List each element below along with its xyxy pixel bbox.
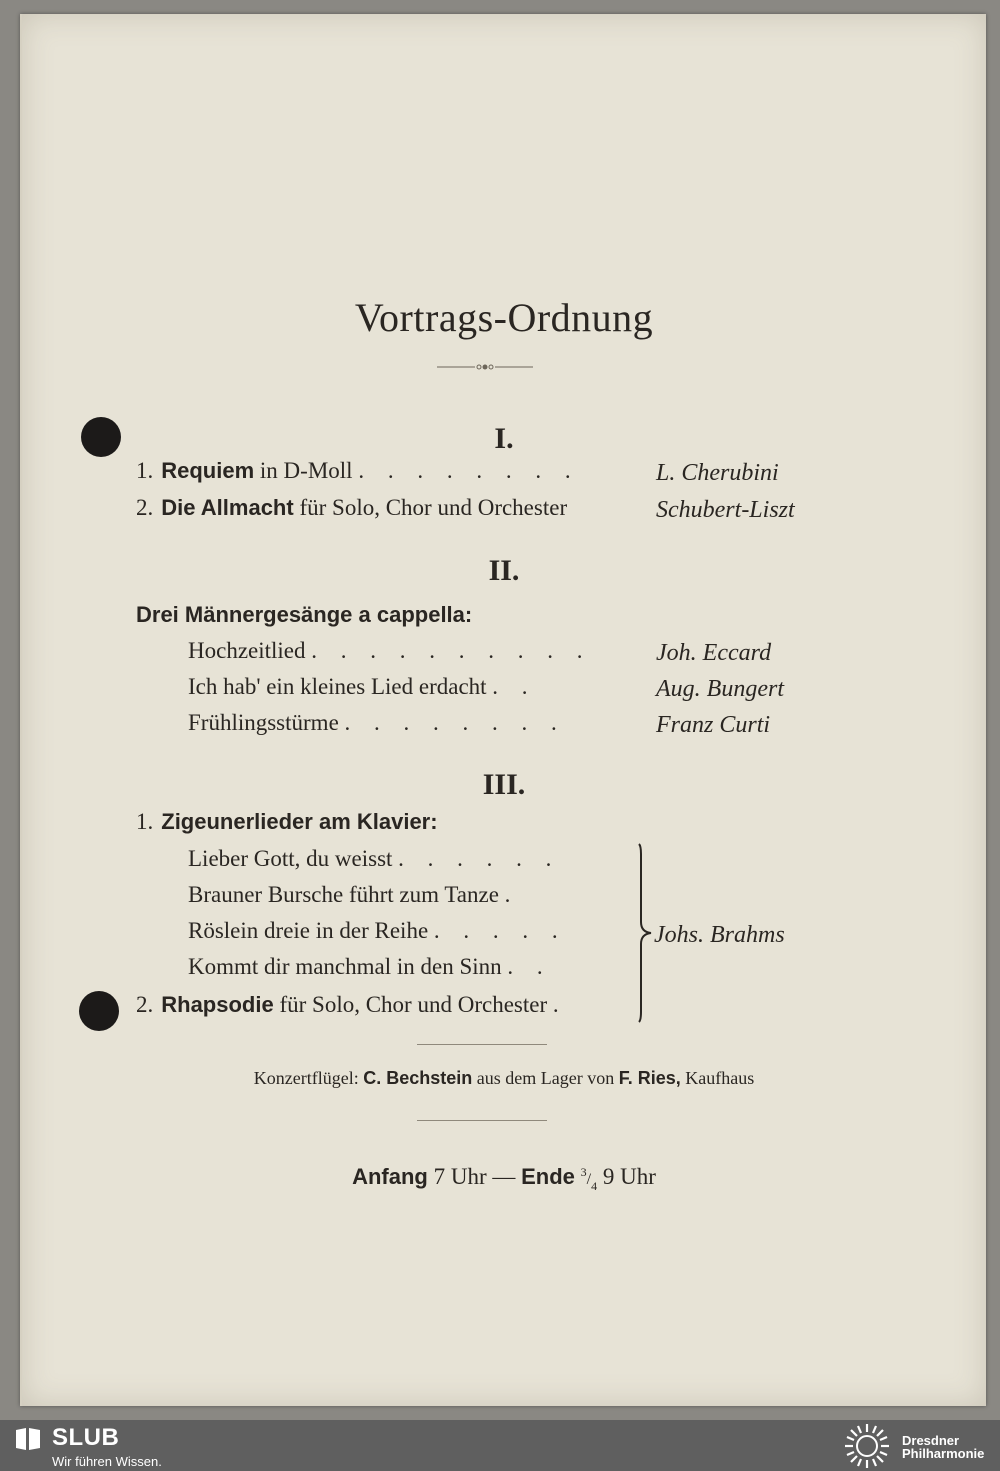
slub-tagline: Wir führen Wissen. xyxy=(52,1454,162,1469)
leader-dots: . . xyxy=(507,954,552,979)
program-item xyxy=(136,495,567,521)
item-number: 2. xyxy=(136,495,154,520)
piano-place: Kaufhaus xyxy=(685,1068,755,1088)
fraction-denominator: 4 xyxy=(591,1179,598,1194)
slub-logo-icon xyxy=(14,1426,42,1452)
section-heading xyxy=(136,602,472,628)
end-label: Ende xyxy=(521,1164,575,1189)
end-fraction xyxy=(580,1164,598,1194)
viewer-footer-bar xyxy=(0,1420,1000,1471)
fraction-numerator: 3 xyxy=(580,1164,587,1179)
end-time: 9 Uhr xyxy=(602,1164,656,1189)
program-item xyxy=(188,954,552,980)
start-time: 7 Uhr — xyxy=(433,1164,516,1189)
composer-name: L. Cherubini xyxy=(656,460,779,486)
leader-dots: . . . . . . . . xyxy=(344,710,566,735)
composer-name: Joh. Eccard xyxy=(656,640,772,666)
program-item xyxy=(188,882,519,908)
fraction-separator: / xyxy=(586,1171,592,1188)
piano-note xyxy=(22,1068,986,1089)
composer-name: Schubert-Liszt xyxy=(656,497,795,523)
item-number: 1. xyxy=(136,809,154,834)
composer-name: Aug. Bungert xyxy=(656,676,784,702)
leader-dots: . . . . . . xyxy=(398,846,561,871)
work-title: Die Allmacht xyxy=(161,495,294,520)
ornament-divider-icon xyxy=(437,362,533,372)
punch-hole xyxy=(81,417,121,457)
work-title: Ich hab' ein kleines Lied erdacht xyxy=(188,674,487,699)
start-label: Anfang xyxy=(352,1164,428,1189)
leader-dots: . . xyxy=(492,674,537,699)
piano-dealer: F. Ries, xyxy=(618,1068,681,1088)
philharmonie-name-line1: Dresdner xyxy=(902,1433,960,1448)
heading-text: Zigeunerlieder am Klavier xyxy=(161,809,431,834)
work-title: Kommt dir manchmal in den Sinn xyxy=(188,954,502,979)
work-title: Frühlingsstürme xyxy=(188,710,339,735)
piano-source: aus dem Lager von xyxy=(476,1068,615,1088)
leader-dots: . . . . . xyxy=(433,918,567,943)
concert-times xyxy=(22,1164,986,1192)
program-item xyxy=(188,846,560,872)
piano-maker: C. Bechstein xyxy=(363,1068,473,1088)
composer-name: Johs. Brahms xyxy=(654,922,785,948)
program-item xyxy=(188,674,537,700)
section-numeral-2: II. xyxy=(488,554,520,587)
item-number: 1. xyxy=(136,458,154,483)
philharmonie-name-line2: Philharmonie xyxy=(902,1446,985,1461)
program-item xyxy=(188,638,592,664)
heading-colon: : xyxy=(430,809,438,834)
work-title: Requiem xyxy=(161,458,255,483)
section-numeral-1: I. xyxy=(494,422,514,455)
slub-name: SLUB xyxy=(52,1424,120,1451)
leader-dots: . . . . . . . . xyxy=(358,458,580,483)
work-title: Lieber Gott, du weisst xyxy=(188,846,393,871)
program-item xyxy=(136,458,580,484)
page-title: Vortrags-Ordnung xyxy=(354,295,654,340)
leader-dots: . xyxy=(504,882,520,907)
item-number: 2. xyxy=(136,992,154,1017)
work-title: Röslein dreie in der Reihe xyxy=(188,918,429,943)
philharmonie-logo-icon[interactable] xyxy=(842,1422,892,1470)
philharmonie-name xyxy=(902,1434,984,1460)
piano-label: Konzertflügel: xyxy=(253,1068,359,1088)
work-title: Brauner Bursche führt zum Tanze xyxy=(188,882,499,907)
program-item xyxy=(188,918,567,944)
section-heading xyxy=(136,809,438,835)
section-numeral-3: III. xyxy=(482,768,526,801)
work-detail: in D-Moll xyxy=(259,458,353,483)
heading-colon: : xyxy=(464,602,473,627)
leader-dots: . xyxy=(552,992,568,1017)
work-title: Rhapsodie xyxy=(161,992,274,1017)
work-detail: für Solo, Chor und Orchester xyxy=(279,992,548,1017)
divider-rule xyxy=(417,1120,547,1121)
divider-rule xyxy=(417,1044,547,1045)
program-item xyxy=(136,992,568,1018)
punch-hole xyxy=(79,991,119,1031)
composer-name: Franz Curti xyxy=(656,712,771,738)
heading-text: Drei Männergesänge a cappella xyxy=(136,602,465,627)
program-item xyxy=(188,710,566,736)
work-title: Hochzeitlied xyxy=(188,638,306,663)
work-detail: für Solo, Chor und Orchester xyxy=(299,495,568,520)
leader-dots: . . . . . . . . . . xyxy=(311,638,592,663)
program-page xyxy=(20,14,986,1406)
